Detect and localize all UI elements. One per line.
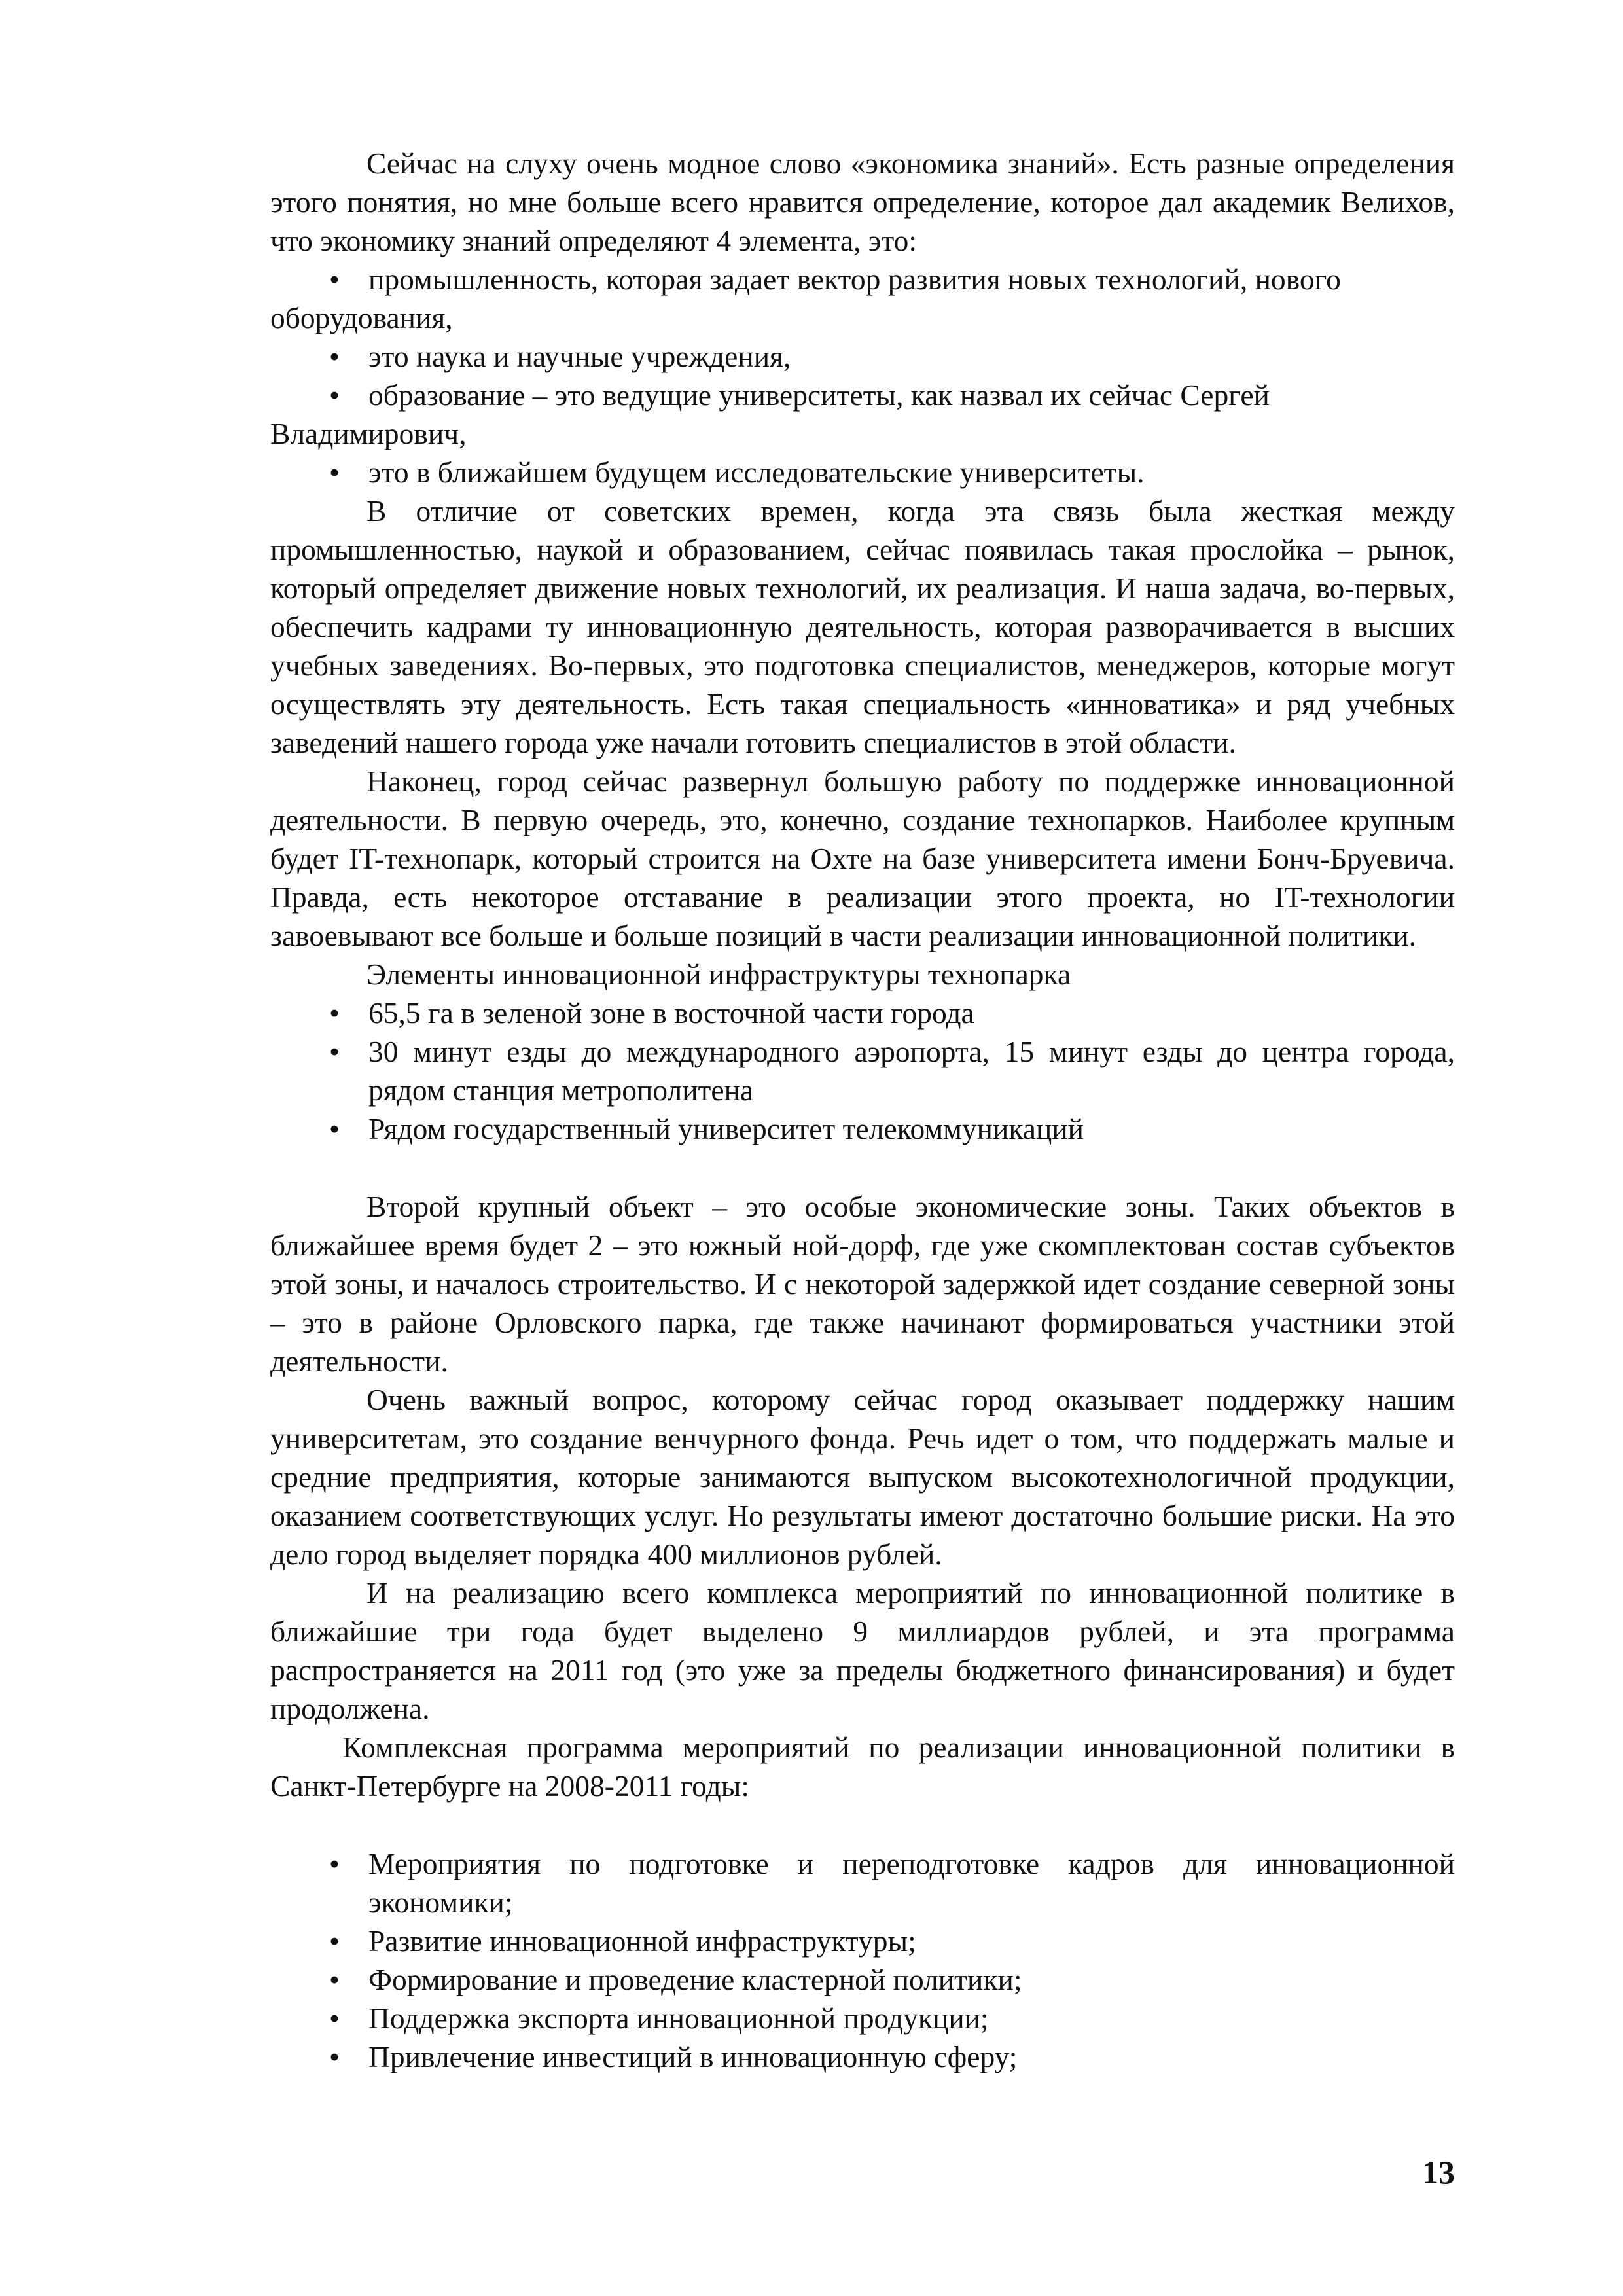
list-item: • 30 минут езды до международного аэропорта, 15 минут езды до центра города, рядом станция метрополитена	[270, 1032, 1455, 1109]
bullet-icon: •	[329, 996, 340, 1030]
bullet-icon: •	[329, 1924, 340, 1958]
list-item: • Формирование и проведение кластерной политики;	[270, 1960, 1455, 1999]
paragraph-program-heading: Комплексная программа мероприятий по реализации инновационной политики в Санкт-Петербурге на 2008-2011 годы:	[270, 1731, 1455, 1803]
list-item: • Поддержка экспорта инновационной продукции;	[270, 1999, 1455, 2037]
bullet-icon: •	[329, 2040, 340, 2073]
paragraph-economy-of-knowledge: Сейчас на слуху очень модное слово «экономика знаний». Есть разные определения этого понятия, но мне больше всего нравится определение, которое дал академик Велихов, что экономику знаний определяют 4 элемента, это:	[270, 147, 1455, 257]
bullet-icon: •	[329, 1963, 340, 1996]
spacer	[270, 1148, 1455, 1187]
paragraph-financing: И на реализацию всего комплекса мероприятий по инновационной политике в ближайшие три года будет выделено 9 миллиардов рублей, и эта программа распространяется на 2011 год (это уже за пределы бюджетного финансирования) и будет продолжена.	[270, 1576, 1455, 1725]
list-item: • 65,5 га в зеленой зоне в восточной части города	[270, 994, 1455, 1032]
paragraph-venture-fund: Очень важный вопрос, которому сейчас город оказывает поддержку нашим университетам, это создание венчурного фонда. Речь идет о том, что поддержать малые и средние предприятия, которые занимаются выпуском высокотехнологичной продукции, оказанием соответствующих услуг. Но результаты имеют достаточно большие риски. На это дело город выделяет порядка 400 миллионов рублей.	[270, 1383, 1455, 1571]
list-item: • Развитие инновационной инфраструктуры;	[270, 1922, 1455, 1960]
paragraph-economic-zones: Второй крупный объект – это особые экономические зоны. Таких объектов в ближайшее время будет 2 – это южный ной-дорф, где уже скомплектован состав субъектов этой зоны, и началось строительство. И с некоторой задержкой идет создание северной зоны – это в районе Орловского парка, где также начинают формироваться участники этой деятельности.	[270, 1190, 1455, 1378]
paragraph-technoparks: Наконец, город сейчас развернул большую работу по поддержке инновационной деятельности. В первую очередь, это, конечно, создание технопарков. Наиболее крупным будет IT-технопарк, который строится на Охте на базе университета имени Бонч-Бруевича. Правда, есть некоторое отставание в реализации этого проекта, но IT-технологии завоевывают все больше и больше позиций в части реализации инновационной политики.	[270, 764, 1455, 952]
spacer	[270, 1805, 1455, 1844]
paragraph-infrastructure-heading: Элементы инновационной инфраструктуры технопарка	[366, 958, 1071, 991]
page-body	[270, 144, 1455, 2076]
bullet-icon: •	[329, 1112, 340, 1145]
bullet-icon: •	[329, 1847, 340, 1880]
bullet-icon: •	[329, 2001, 340, 2035]
bullet-icon: •	[329, 262, 340, 296]
list-item: • это в ближайшем будущем исследовательские университеты.	[270, 453, 1455, 492]
list-item: • это наука и научные учреждения,	[270, 337, 1455, 376]
bullet-icon: •	[329, 378, 340, 412]
list-item: • образование – это ведущие университеты, как назвал их сейчас Сергей Владимирович,	[270, 376, 1455, 453]
paragraph-soviet-times: В отличие от советских времен, когда эта связь была жесткая между промышленностью, наукой и образованием, сейчас появилась такая прослойка – рынок, который определяет движение новых технологий, их реализация. И наша задача, во-первых, обеспечить кадрами ту инновационную деятельность, которая разворачивается в высших учебных заведениях. Во-первых, это подготовка специалистов, менеджеров, которые могут осуществлять эту деятельность. Есть такая специальность «инноватика» и ряд учебных заведений нашего города уже начали готовить специалистов в этой области.	[270, 494, 1455, 759]
list-item: • Мероприятия по подготовке и переподготовке кадров для инновационной экономики;	[270, 1844, 1455, 1922]
list-item: • промышленность, которая задает вектор развития новых технологий, нового оборудования,	[270, 260, 1455, 337]
list-item: • Привлечение инвестиций в инновационную сферу;	[270, 2037, 1455, 2076]
bullet-icon: •	[329, 456, 340, 489]
list-item: • Рядом государственный университет телекоммуникаций	[270, 1109, 1455, 1148]
bullet-icon: •	[329, 1035, 340, 1068]
bullet-icon: •	[329, 340, 340, 373]
page-number: 13	[1422, 2154, 1455, 2191]
